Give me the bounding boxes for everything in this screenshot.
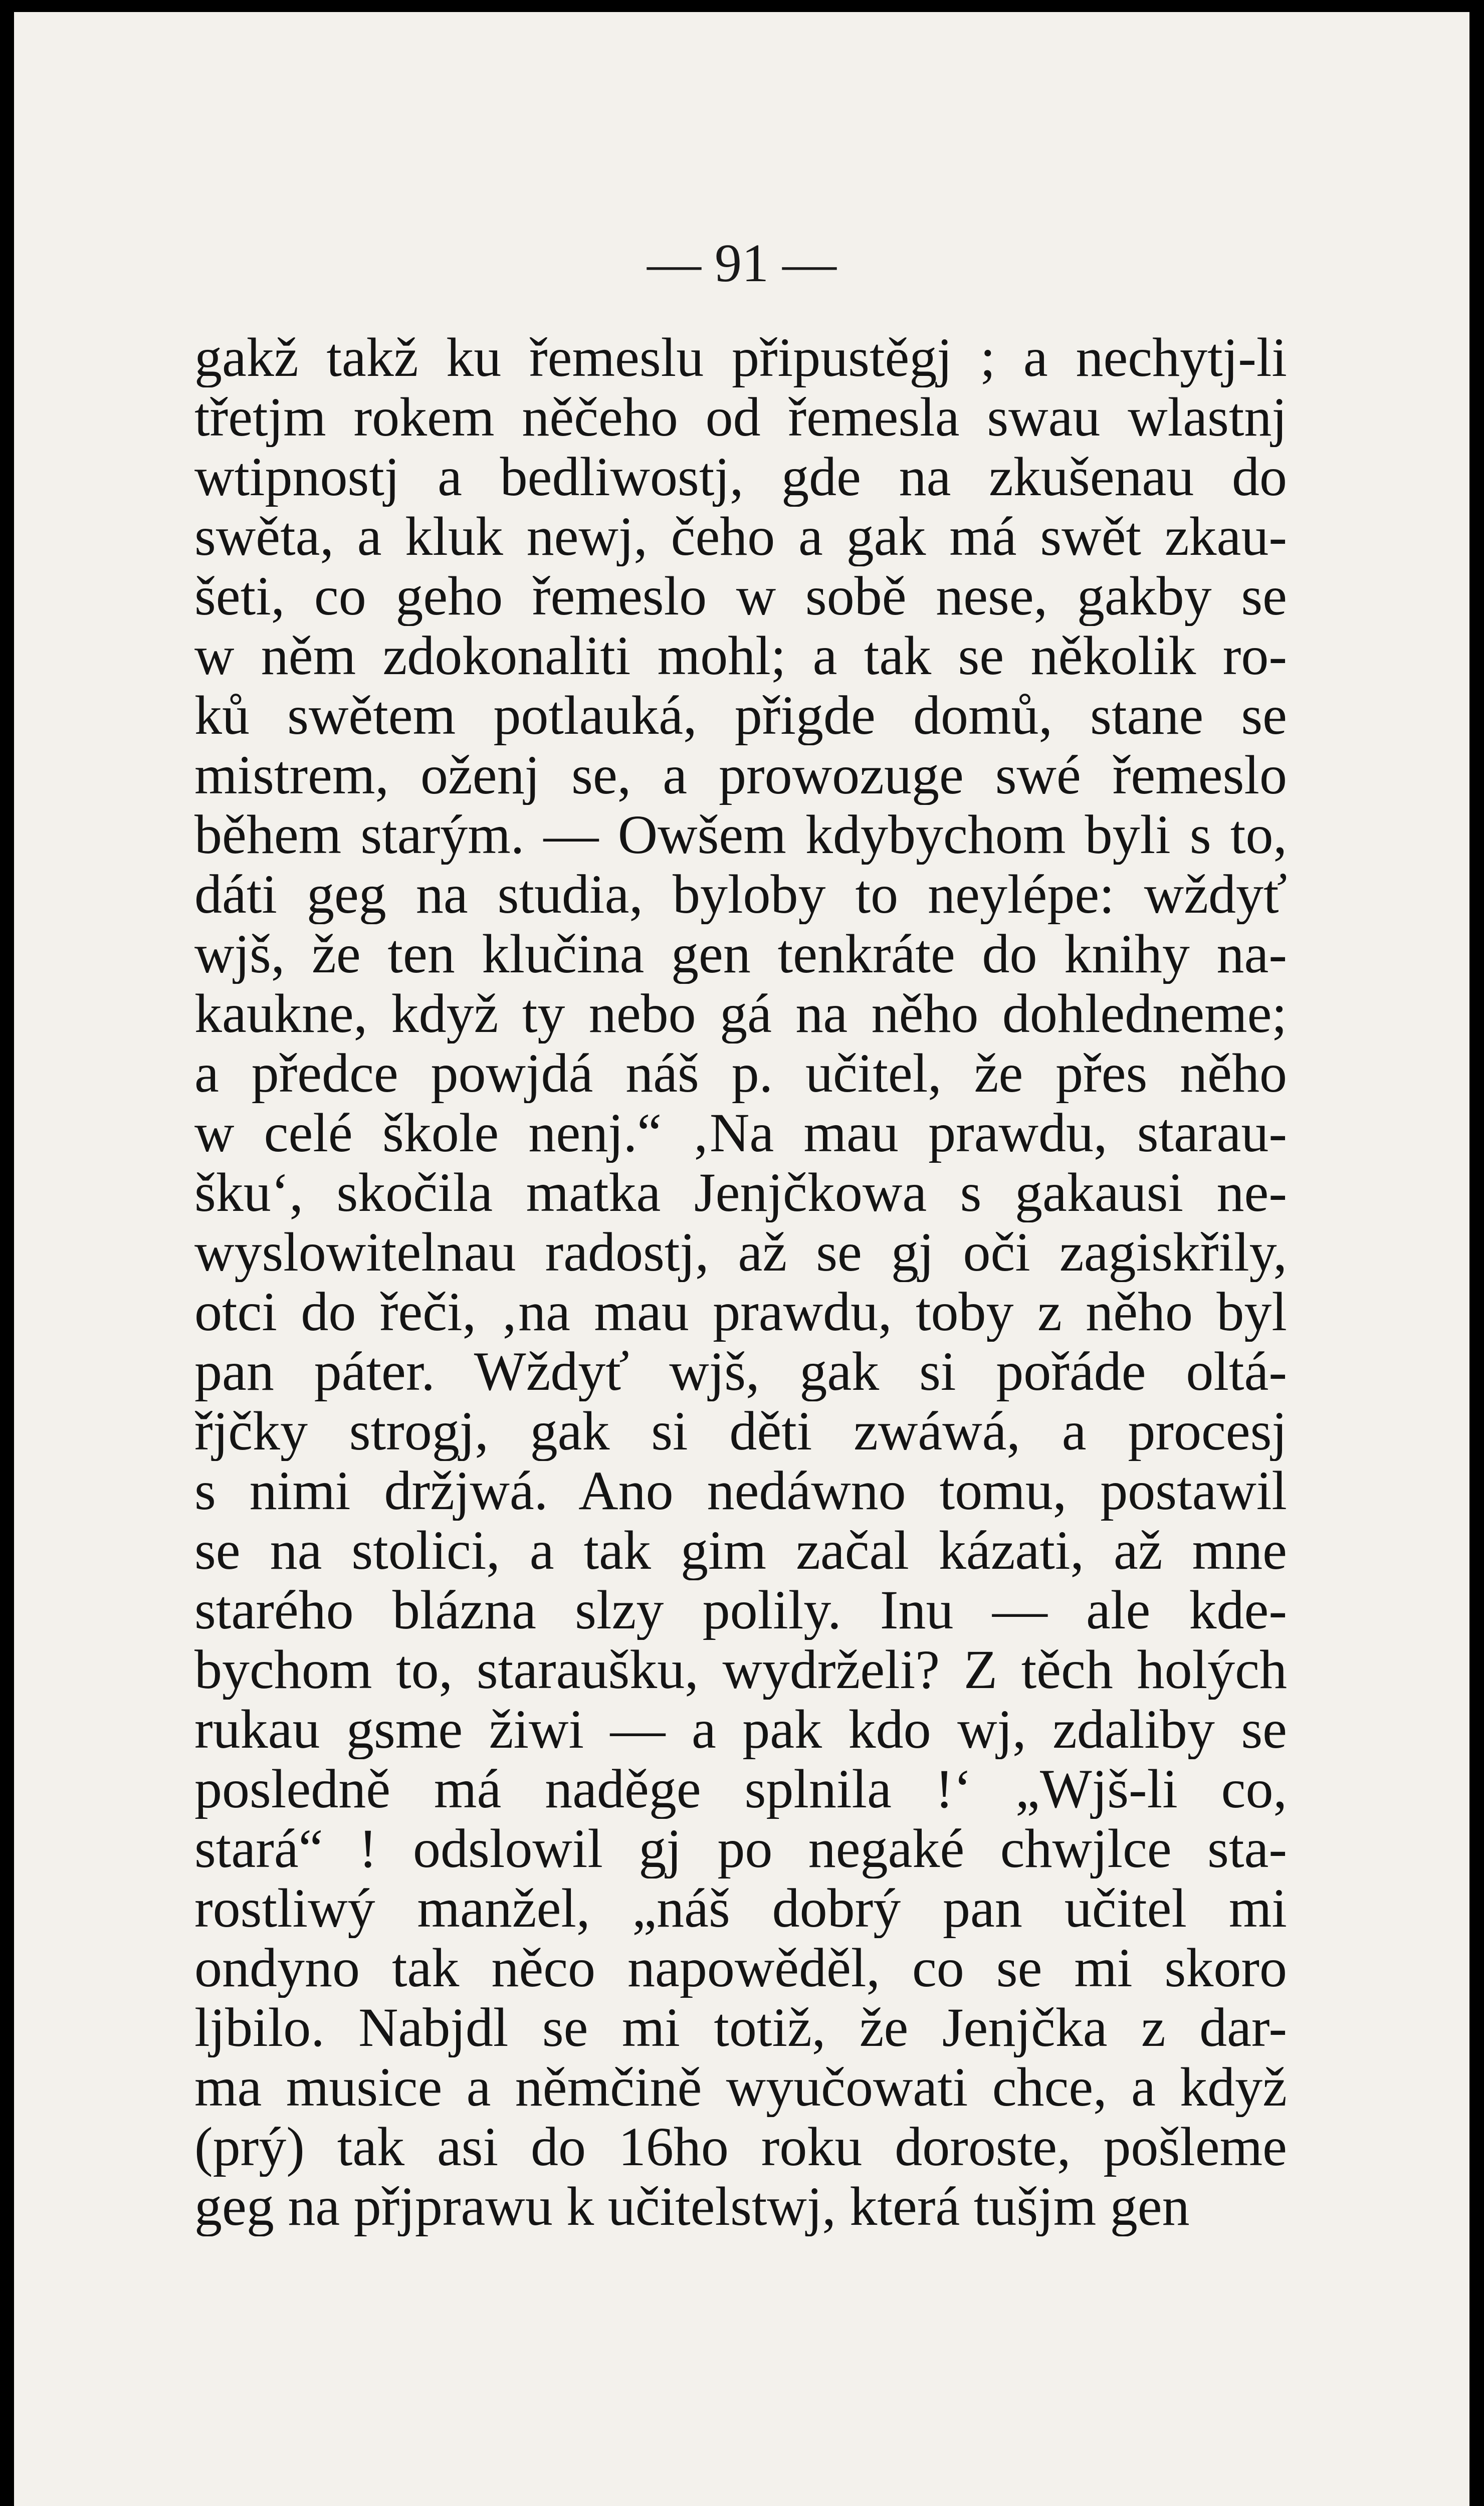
- text-line: šeti, co geho řemeslo w sobě nese, gakby se: [194, 566, 1287, 626]
- text-line: stará“ ! odslowil gj po negaké chwjlce sta-: [194, 1819, 1287, 1878]
- text-line: swěta, a kluk newj, čeho a gak má swět zkau-: [194, 507, 1287, 566]
- text-line: w něm zdokonaliti mohl; a tak se několik ro-: [194, 626, 1287, 686]
- text-line: bychom to, staraušku, wydrželi? Z těch holých: [194, 1640, 1287, 1700]
- text-line: starého blázna slzy polily. Inu — ale kde-: [194, 1580, 1287, 1640]
- text-line: pan páter. Wždyť wjš, gak si pořáde oltá-: [194, 1342, 1287, 1401]
- text-line: geg na přjprawu k učitelstwj, která tušjm gen: [194, 2177, 1190, 2236]
- text-line: (prý) tak asi do 16ho roku doroste, pošleme: [194, 2117, 1287, 2177]
- text-line: šku‘, skočila matka Jenjčkowa s gakausi ne-: [194, 1163, 1287, 1222]
- text-line: w celé škole nenj.“ ‚Na mau prawdu, starau-: [194, 1103, 1287, 1163]
- text-line: posledně má naděge splnila !‘ „Wjš-li co,: [194, 1759, 1287, 1819]
- text-line: otci do řeči, ‚na mau prawdu, toby z něho byl: [194, 1282, 1287, 1342]
- text-line: rukau gsme žiwi — a pak kdo wj, zdaliby se: [194, 1700, 1287, 1759]
- text-line: rostliwý manžel, „náš dobrý pan učitel mi: [194, 1878, 1287, 1938]
- text-line: wjš, že ten klučina gen tenkráte do knihy na-: [194, 924, 1287, 984]
- text-line: ma musice a němčině wyučowati chce, a když: [194, 2057, 1287, 2117]
- text-line: a předce powjdá náš p. učitel, že přes něho: [194, 1043, 1287, 1103]
- text-line: během starým. — Owšem kdybychom byli s to,: [194, 805, 1287, 865]
- text-line: řjčky strogj, gak si děti zwáwá, a procesj: [194, 1401, 1287, 1461]
- text-line: ljbilo. Nabjdl se mi totiž, že Jenjčka z dar-: [194, 1998, 1287, 2057]
- text-line: dáti geg na studia, byloby to neylépe: wždyť: [194, 865, 1287, 924]
- book-page: [14, 12, 1469, 2506]
- page-number: — 91 —: [647, 234, 836, 293]
- text-line: ondyno tak něco napowěděl, co se mi skoro: [194, 1938, 1287, 1998]
- text-line: třetjm rokem něčeho od řemesla swau wlastnj: [194, 387, 1287, 447]
- text-line: kaukne, když ty nebo gá na něho dohledneme;: [194, 984, 1287, 1043]
- text-line: mistrem, oženj se, a prowozuge swé řemeslo: [194, 745, 1287, 805]
- text-line: wtipnostj a bedliwostj, gde na zkušenau do: [194, 447, 1287, 507]
- text-line: wyslowitelnau radostj, až se gj oči zagiskřily,: [194, 1222, 1287, 1282]
- text-line: ků swětem potlauká, přigde domů, stane se: [194, 686, 1287, 745]
- text-line: se na stolici, a tak gim začal kázati, až mne: [194, 1521, 1287, 1580]
- text-line: s nimi držjwá. Ano nedáwno tomu, postawil: [194, 1461, 1287, 1521]
- body-text: [194, 328, 1287, 2236]
- text-line: gakž takž ku řemeslu připustěgj ; a nechytj-li: [194, 328, 1287, 387]
